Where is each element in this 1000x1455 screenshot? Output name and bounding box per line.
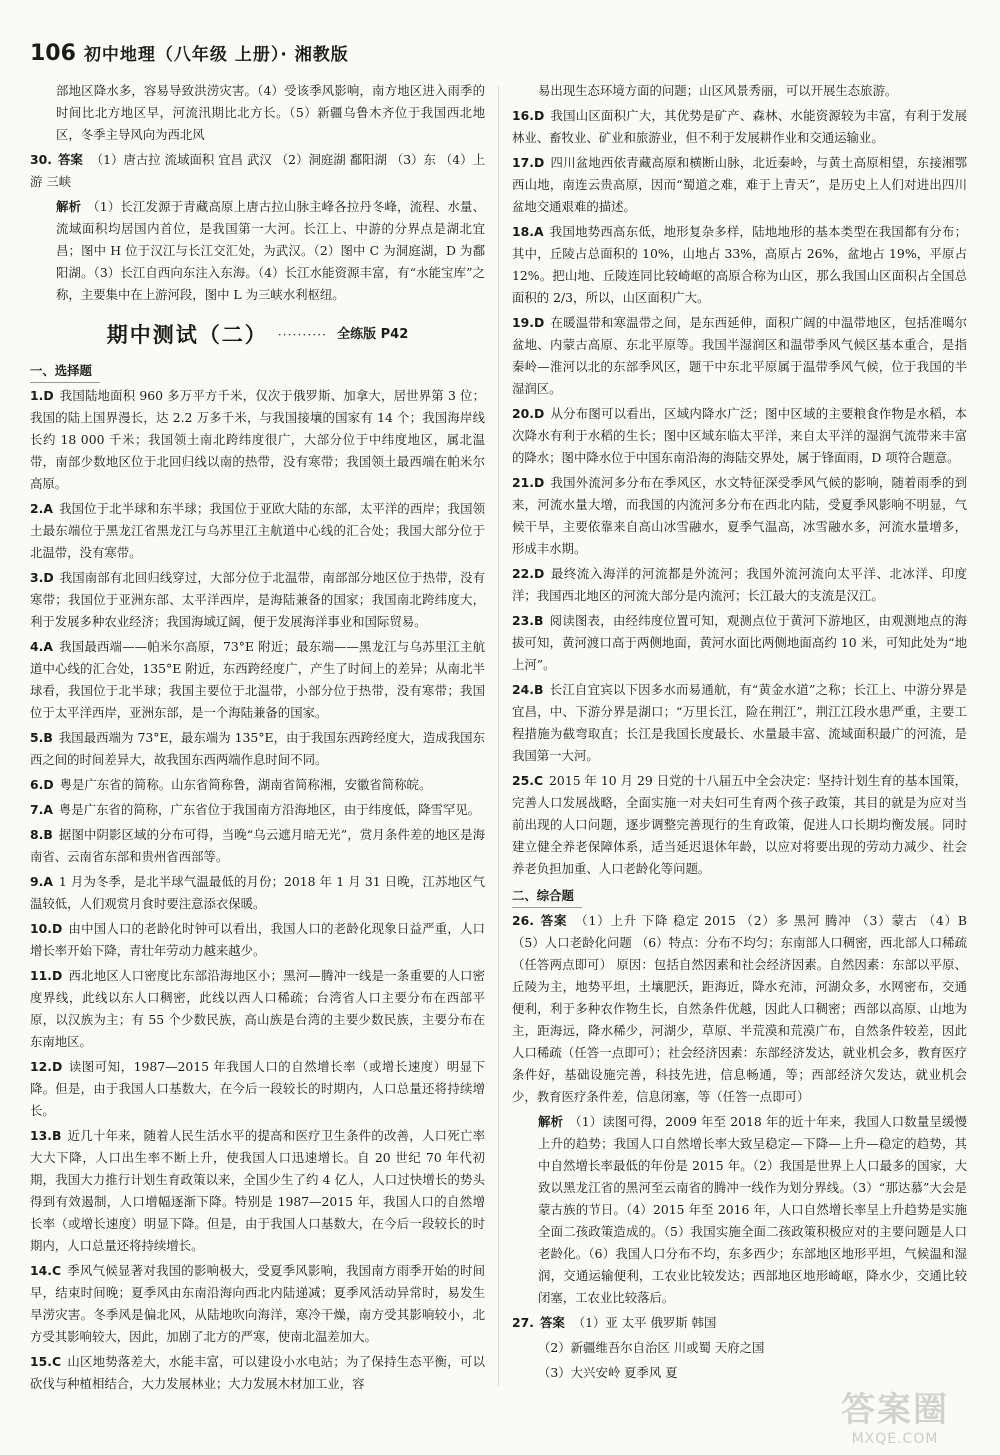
answer-label: 答案	[539, 1315, 565, 1330]
q30-answer	[30, 149, 485, 193]
answer-item	[30, 636, 485, 724]
question-number: 30.	[30, 152, 52, 167]
answer-item	[512, 152, 967, 218]
answer-explanation: 最终流入海洋的河流都是外流河；我国外流河流向太平洋、北冰洋、印度洋；我国西北地区的河流大部分是内流河；长江最大的支流是汉江。	[512, 566, 967, 603]
answer-number: 11.D	[30, 968, 63, 983]
analysis-label: 解析	[56, 199, 82, 214]
answer-number: 9.A	[30, 874, 53, 889]
answer-number: 25.C	[512, 773, 544, 788]
answer-explanation: 我国外流河多分布在季风区，水文特征深受季风气候的影响，随着雨季的到来，河流水量大增，而我国的内流河多分布在西北内陆，受夏季风影响不明显，气候干旱，主要依靠来自高山冰雪融水，夏季气温高，冰雪融水多，河流水量增多，形成丰水期。	[512, 475, 967, 556]
answer-number: 21.D	[512, 475, 545, 490]
answer-line: （1）亚 太平 俄罗斯 韩国	[572, 1315, 717, 1330]
answer-explanation: 长江自宜宾以下因多水而易通航，有“黄金水道”之称；长江上、中游分界是宜昌，中、下游分界是湖口；“万里长江，险在荆江”，荆江江段水患严重，主要工程措施为截弯取直；长江是我国长度最长、水量最丰富、流域面积最广的河流，是我国第一大河。	[512, 682, 967, 763]
part-two-label: 二、综合题	[512, 885, 582, 908]
answer-number: 4.A	[30, 639, 53, 654]
q27-line-2: （2）新疆维吾尔自治区 川或蜀 天府之国	[538, 1340, 765, 1355]
answer-item	[512, 105, 967, 149]
answer-label: 答案	[539, 913, 568, 928]
q27-line-3: （3）大兴安岭 夏季风 夏	[538, 1365, 678, 1380]
answer-explanation: 阅读图表，由经纬度位置可知，观测点位于黄河下游地区，由观测地点的海拔可知，黄河渡口高于两侧地面，黄河水面比两侧地面高约 10 米，可知此处为“地上河”。	[512, 613, 967, 672]
answer-number: 19.D	[512, 315, 545, 330]
watermark-logo-text: 答案圈	[841, 1389, 949, 1430]
answer-number: 7.A	[30, 802, 53, 817]
section-header	[30, 318, 485, 352]
part-one-label: 一、选择题	[30, 360, 100, 383]
answer-number: 10.D	[30, 921, 63, 936]
answer-number: 14.C	[30, 1263, 62, 1278]
answer-number: 15.C	[30, 1354, 62, 1369]
left-answer-list	[30, 385, 485, 1395]
answer-item	[30, 567, 485, 633]
page-header	[30, 40, 960, 76]
answer-item	[30, 1260, 485, 1348]
answer-explanation: 粤是广东省的简称，广东省位于我国南方沿海地区，由于纬度低，降雪罕见。	[58, 802, 481, 817]
answer-number: 20.D	[512, 406, 545, 421]
answer-number: 13.B	[30, 1128, 62, 1143]
answer-text: （1）唐古拉 流域面积 宜昌 武汉 （2）洞庭湖 鄱阳湖 （3）东 （4）上游 三峡	[30, 152, 485, 189]
answer-explanation: 2015 年 10 月 29 日党的十八届五中全会决定：坚持计划生育的基本国策，完善人口发展战略，全面实施一对夫妇可生育两个孩子政策，其目的就是为应对当前出现的人口问题，逐步调整完善现行的生育政策，促进人口长期均衡发展。同时建立健全养老保障体系，适当延迟退休年龄，以应对将要出现的劳动力减少、社会养老负担加重、人口老龄化等问题。	[512, 773, 967, 876]
answer-item	[512, 770, 967, 880]
right-column	[512, 80, 967, 1400]
answer-explanation: 我国陆地面积 960 多万平方千米，仅次于俄罗斯、加拿大，居世界第 3 位；我国的陆上国界漫长，达 2.2 万多千米，与我国接壤的国家有 14 个；我国海岸线长约 18 000 千米；我国领土南北跨纬度很广，大部分位于中纬度地区，属北温带，南部少数地区位于北回归线以南的热带，没有寒带；我国领土最西端在帕米尔高原。	[30, 388, 485, 491]
q29-continuation: 部地区降水多，容易导致洪涝灾害。（4）受该季风影响，南方地区进入雨季的时间比北方地区早，河流汛期比北方长。（5）新疆乌鲁木齐位于我国西北地区，冬季主导风向为西北风	[56, 83, 485, 142]
answer-explanation: 我国最西端——帕米尔高原，73°E 附近；最东端——黑龙江与乌苏里江主航道中心线的汇合处，135°E 附近，东西跨经度广，产生了时间上的差异；从南北半球看，我国位于北半球；我国主要位于北温带，小部分位于热带，没有寒带；我国位于太平洋西岸，亚洲东部，是一个海陆兼备的国家。	[30, 639, 485, 720]
answer-explanation: 由中国人口的老龄化时钟可以看出，我国人口的老龄化现象日益严重，人口增长率开始下降，青壮年劳动力越来越少。	[30, 921, 485, 958]
answer-explanation: 山区地势落差大，水能丰富，可以建设小水电站；为了保持生态平衡，可以砍伐与种植相结合，大力发展林业；大力发展木材加工业，容	[30, 1354, 485, 1391]
answer-number: 17.D	[512, 155, 545, 170]
q15-continuation: 易出现生态环境方面的问题；山区风景秀丽，可以开展生态旅游。	[538, 83, 898, 98]
answer-explanation: 读图可知，1987—2015 年我国人口的自然增长率（或增长速度）明显下降。但是，由于我国人口基数大，在今后一段较长的时期内，人口总量还将持续增长。	[30, 1059, 485, 1118]
left-column	[30, 80, 485, 1420]
answer-number: 1.D	[30, 388, 54, 403]
answer-item	[512, 221, 967, 309]
section-title: 期中测试（二）	[106, 323, 268, 347]
answer-item	[30, 965, 485, 1053]
answer-explanation: 西北地区人口密度比东部沿海地区小；黑河—腾冲一线是一条重要的人口密度界线，此线以东人口稠密，此线以西人口稀疏；台湾省人口主要分布在西部平原，以汉族为主；有 55 个少数民族，高山族是台湾的主要少数民族，主要分布在东南地区。	[30, 968, 485, 1049]
answer-item	[512, 472, 967, 560]
answer-item	[30, 799, 485, 821]
answer-number: 2.A	[30, 501, 53, 516]
answer-label: 答案	[57, 152, 83, 167]
answer-number: 6.D	[30, 777, 54, 792]
question-number: 27.	[512, 1315, 534, 1330]
watermark-logo	[820, 1383, 970, 1445]
answer-explanation: 从分布图可以看出，区域内降水广泛；图中区域的主要粮食作物是水稻，本次降水有利于水稻的生长；图中区域东临太平洋，来自太平洋的湿润气流带来丰富的降水；图中降水位于中国东南沿海的海陆交界处，属于锋面雨，D 项符合题意。	[512, 406, 967, 465]
answer-number: 23.B	[512, 613, 544, 628]
right-answer-list	[512, 105, 967, 880]
book-title: 初中地理（八年级 上册）· 湘教版	[83, 45, 349, 65]
answer-item	[512, 679, 967, 767]
answer-explanation: 我国南部有北回归线穿过，大部分位于北温带，南部部分地区位于热带，没有寒带；我国位于亚洲东部、太平洋西岸，是海陆兼备的国家；我国南北跨纬度大，利于发展多种农业经济；我国海域辽阔，便于发展海洋事业和国际贸易。	[30, 570, 485, 629]
answer-item	[30, 1351, 485, 1395]
answer-item	[512, 312, 967, 400]
answer-explanation: 近几十年来，随着人民生活水平的提高和医疗卫生条件的改善，人口死亡率大大下降，人口出生率不断上升，使我国人口迅速增长。自 20 世纪 70 年代初期，我国大力推行计划生育政策以来，全国少生了约 4 亿人，人口过快增长的势头得到有效遏制，人口增幅逐渐下降。特别是 1987—2015 年，我国人口的自然增长率（或增长速度）明显下降。但是，由于我国人口基数大，在今后一段较长的时期内，人口总量还将持续增长。	[30, 1128, 485, 1253]
answer-number: 12.D	[30, 1059, 63, 1074]
answer-item	[30, 824, 485, 868]
page-number: 106	[30, 41, 76, 66]
section-reference: 全练版 P42	[337, 327, 409, 342]
watermark-url: MXQE.COM	[851, 1430, 939, 1447]
answer-item	[30, 871, 485, 915]
column-divider	[498, 86, 499, 1386]
analysis-label: 解析	[538, 1114, 564, 1129]
answer-number: 24.B	[512, 682, 544, 697]
answer-explanation: 据图中阴影区域的分布可得，当晚“乌云遮月暗无光”，赏月条件差的地区是海南省、云南省东部和贵州省西部等。	[30, 827, 485, 864]
answer-explanation: 四川盆地西依青藏高原和横断山脉，北近秦岭，与黄土高原相望，东接湘鄂西山地，南连云贵高原，因而“蜀道之难，难于上青天”，是历史上人们对进出四川盆地交通艰难的描述。	[512, 155, 967, 214]
q27-answer	[512, 1312, 967, 1334]
answer-explanation: 我国山区面积广大，其优势是矿产、森林、水能资源较为丰富，有利于发展林业、畜牧业、矿业和旅游业，但不利于发展耕作业和交通运输业。	[512, 108, 967, 145]
answer-explanation: 粤是广东省的简称。山东省简称鲁，湖南省简称湘，安徽省简称皖。	[59, 777, 432, 792]
answer-item	[512, 610, 967, 676]
answer-item	[512, 403, 967, 469]
answer-number: 8.B	[30, 827, 53, 842]
answer-number: 22.D	[512, 566, 545, 581]
q26-answer	[512, 910, 967, 1108]
answer-number: 18.A	[512, 224, 544, 239]
answer-item	[512, 563, 967, 607]
answer-explanation: 1 月为冬季，是北半球气温最低的月份；2018 年 1 月 31 日晚，江苏地区气温较低，人们观赏月食时要注意添衣保暖。	[30, 874, 485, 911]
answer-explanation: 我国地势西高东低，地形复杂多样，陆地地形的基本类型在我国都有分布；其中，丘陵占总面积的 10%，山地占 33%，高原占 26%，盆地占 19%，平原占 12%。把山地、丘陵连同比较崎岖的高原合称为山区，那么我国山区面积占全国总面积的 2/3，所以，山区面积广大。	[512, 224, 967, 305]
question-number: 26.	[512, 913, 534, 928]
q26-analysis	[512, 1111, 967, 1309]
answer-number: 3.D	[30, 570, 54, 585]
answer-explanation: 我国位于北半球和东半球；我国位于亚欧大陆的东部，太平洋的西岸；我国领土最东端位于黑龙江省黑龙江与乌苏里江主航道中心线的汇合处；我国大部分位于北温带，没有寒带。	[30, 501, 485, 560]
answer-number: 16.D	[512, 108, 545, 123]
answer-explanation: 季风气候显著对我国的影响极大，受夏季风影响，我国南方雨季开始的时间早，结束时间晚；夏季风由东南沿海向西北内陆递减；夏季风活动异常时，易发生旱涝灾害。冬季风是偏北风，从陆地吹向海洋，寒冷干燥，南方受其影响较小，北方受其影响较大，因此，加剧了北方的严寒，使南北温差加大。	[30, 1263, 485, 1344]
analysis-text: （1）读图可得，2009 年至 2018 年的近十年来，我国人口数量呈缓慢上升的趋势；我国人口自然增长率大致呈稳定—下降—上升—稳定的趋势，其中自然增长率最低的年份是 2015 年。（2）我国是世界上人口最多的国家，大致以黑龙江省的黑河至云南省的腾冲一线作为划分界线。（3）“那达慕”大会是蒙古族的节日。（4）2015 年至 2016 年，人口自然增长率呈上升趋势是实施全面二孩政策造成的。（5）我国实施全面二孩政策积极应对的主要问题是人口老龄化。（6）我国人口分布不均，东多西少；东部地区地形平坦，气候温和湿润，交通运输便利，工农业比较发达；西部地区地形崎岖，降水少，交通比较闭塞，工农业比较落后。	[538, 1114, 967, 1305]
answer-item	[30, 498, 485, 564]
answer-text: （1）上升 下降 稳定 2015 （2）多 黑河 腾冲 （3）蒙古 （4）B （5）人口老龄化问题 （6）特点：分布不均匀；东南部人口稠密，西北部人口稀疏（任答两点即可） 原因：包括自然因素和社会经济因素。自然因素：东部以平原、丘陵为主，地势平坦，土壤肥沃，距海近，降水充沛，河湖众多，水网密布，交通便利，利于多种农作物生长，自然条件优越，因此人口稠密；西部以高原、山地为主，距海远，降水稀少，河湖少，草原、半荒漠和荒漠广布，自然条件较差，因此人口稀疏（任答一点即可）；社会经济因素：东部经济发达，就业机会多，教育医疗条件好，基础设施完善，科技先进，信息畅通，等；西部经济欠发达，就业机会少，教育医疗条件差，信息闭塞，等（任答一点即可）	[512, 913, 967, 1104]
answer-explanation: 我国最西端为 73°E，最东端为 135°E，由于我国东西跨经度大，造成我国东西之间的时间差异大，故我国东西两端作息时间不同。	[30, 730, 485, 767]
answer-explanation: 在暖温带和寒温带之间，是东西延伸，面积广阔的中温带地区，包括准噶尔盆地、内蒙古高原、东北平原等。我国半湿润区和温带季风气候区基本重合，是指秦岭—淮河以北的东部季风区，题干中东北平原属于温带季风气候，位于我国的半湿润区。	[512, 315, 967, 396]
answer-item	[30, 1056, 485, 1122]
answer-item	[30, 727, 485, 771]
answer-number: 5.B	[30, 730, 53, 745]
analysis-text: （1）长江发源于青藏高原上唐古拉山脉主峰各拉丹冬峰，流程、水量、流域面积均居国内首位，是我国第一大河。长江上、中游的分界点是湖北宜昌；图中 H 位于汉江与长江交汇处，为武汉。（2）图中 C 为洞庭湖，D 为鄱阳湖。（3）长江自西向东注入东海。（4）长江水能资源丰富，有“水能宝库”之称，主要集中在上游河段，图中 L 为三峡水利枢纽。	[56, 199, 485, 302]
answer-item	[30, 918, 485, 962]
answer-item	[30, 385, 485, 495]
q30-analysis	[30, 196, 485, 306]
answer-item	[30, 1125, 485, 1257]
leader-dots: ··········	[277, 327, 328, 342]
answer-item	[30, 774, 485, 796]
